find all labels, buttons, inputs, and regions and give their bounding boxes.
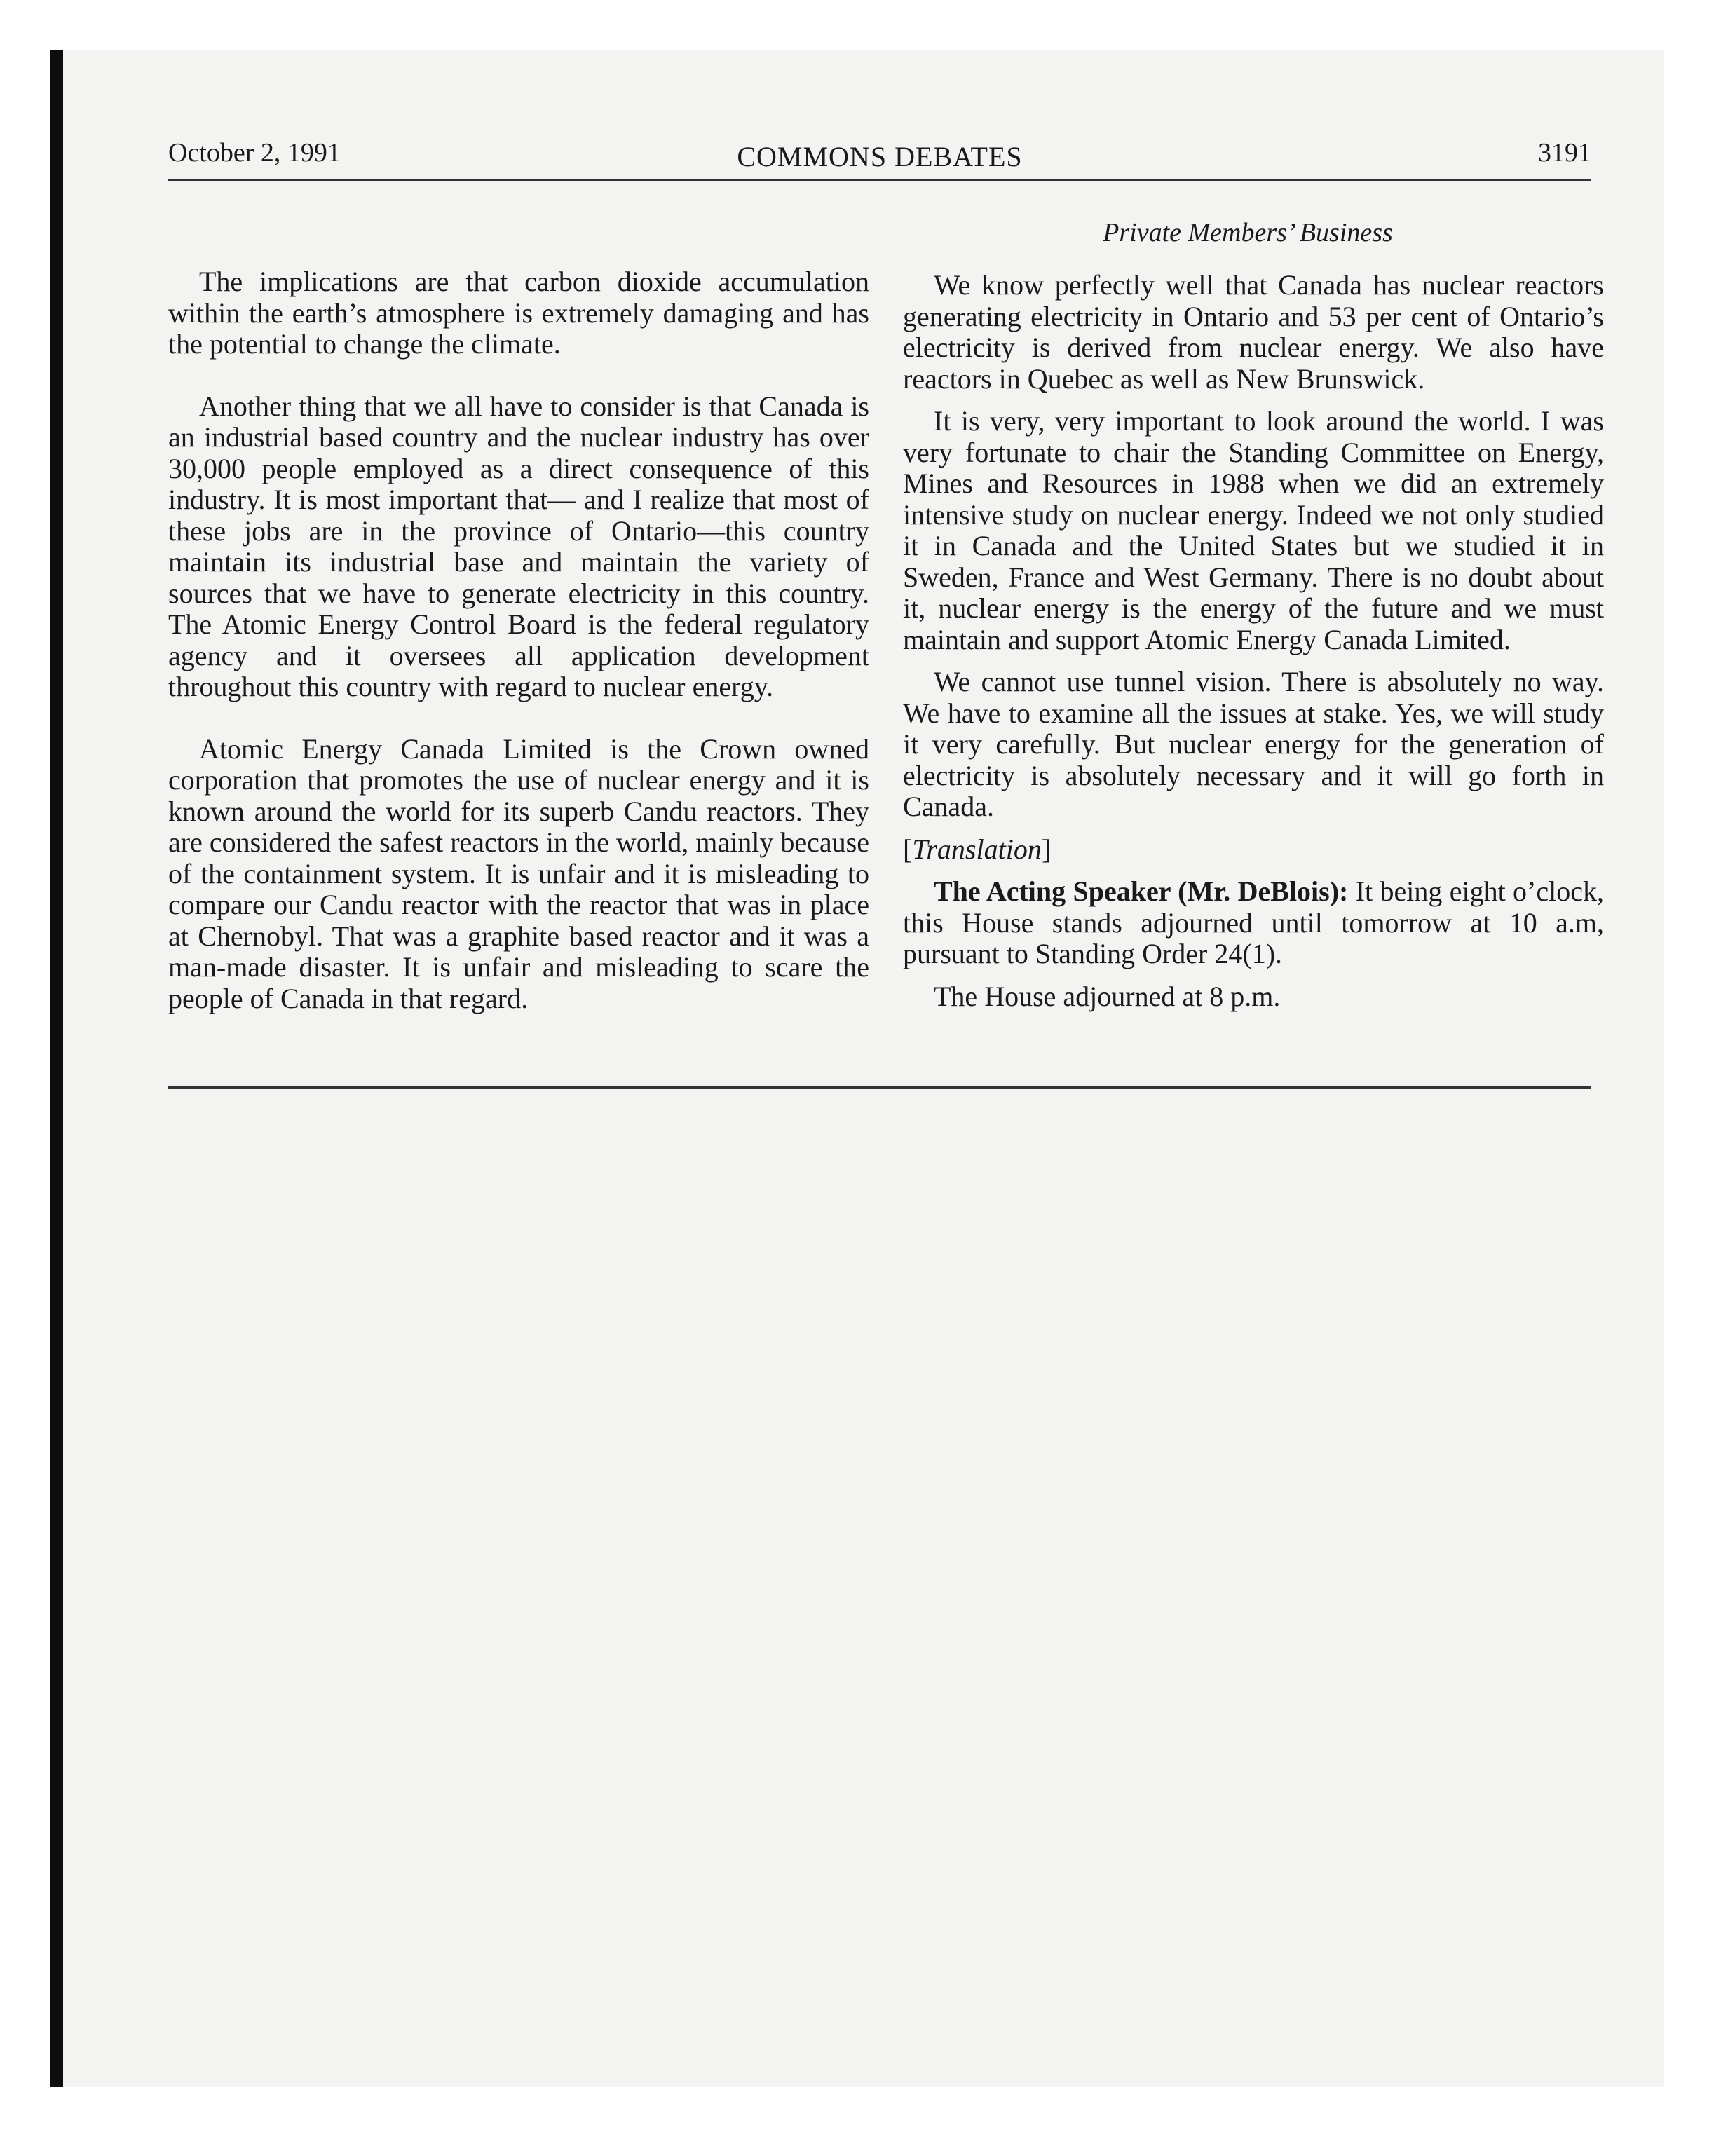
right-paragraph-2: It is very, very important to look around the world. I was very fortunate to chair the Standing Committee on Energy, Mines and Resources in 1988 when we did an extremely intensive study on nuclear energy. Indeed we not only studied it in Canada and the United States but we studied it in Sweden, France and West Germany. There is no doubt about it, nuclear energy is the energy of the future and we must maintain and support Atomic Energy Canada Limited. — [903, 405, 1604, 655]
adjournment-notice: The House adjourned at 8 p.m. — [934, 980, 1281, 1012]
speaker-statement — [903, 876, 1604, 970]
left-paragraph-2: Another thing that we all have to consider is that Canada is an industrial based country and the nuclear industry has over 30,000 people employed as a direct consequence of this industry. It is most important that— and I realize that most of these jobs are in the province of Ontario—this country maintain its industrial base and maintain the variety of sources that we have to generate electricity in this country. The Atomic Energy Control Board is the federal regulatory agency and it oversees all application development throughout this country with regard to nuclear energy. — [168, 390, 869, 702]
left-paragraph-3: Atomic Energy Canada Limited is the Crown owned corporation that promotes the use of nuclear energy and it is known around the world for its superb Candu reactors. They are considered the safest reactors in the world, mainly because of the containment system. It is unfair and it is misleading to compare our Candu reactor with the reactor that was in place at Chernobyl. That was a graphite based reactor and it was a man-made disaster. It is unfair and misleading to scare the people of Canada in that regard. — [168, 732, 869, 1014]
header-date: October 2, 1991 — [168, 138, 341, 168]
section-label: Private Members’ Business — [1103, 218, 1393, 247]
right-column — [903, 270, 1604, 1012]
translation-label: Translation — [912, 833, 1042, 865]
translation-marker — [903, 834, 1604, 866]
right-paragraph-1: We know perfectly well that Canada has nuclear reactors generating electricity in Ontario and 53 per cent of Ontario’s electricity is derived from nuclear energy. We also have reactors in Quebec as well as New Brunswick. — [903, 269, 1604, 395]
header-publication-title: COMMONS DEBATES — [737, 141, 1023, 172]
right-paragraph-3: We cannot use tunnel vision. There is absolutely no way. We have to examine all the issues at stake. Yes, we will study it very carefully. But nuclear energy for the generation of electricity is absolutely necessary and it will go forth in Canada. — [903, 666, 1604, 822]
header-rule — [168, 179, 1591, 181]
left-paragraph-1: The implications are that carbon dioxide accumulation within the earth’s atmosphere is extremely damaging and has the potential to change the climate. — [168, 266, 869, 360]
translation-open-bracket: [ — [903, 833, 913, 865]
running-header — [168, 137, 1591, 179]
header-page-number: 3191 — [1538, 138, 1591, 168]
left-column — [168, 266, 869, 1014]
speaker-name: The Acting Speaker (Mr. DeBlois): — [934, 875, 1349, 907]
binding-edge-shadow — [50, 50, 63, 2087]
end-of-text-rule — [168, 1086, 1591, 1089]
translation-close-bracket: ] — [1041, 833, 1052, 865]
speaker-text: It being eight o’clock, this House stands adjourned until tomorrow at 10 a.m, pursuant to Standing Order 24(1). — [903, 875, 1604, 969]
